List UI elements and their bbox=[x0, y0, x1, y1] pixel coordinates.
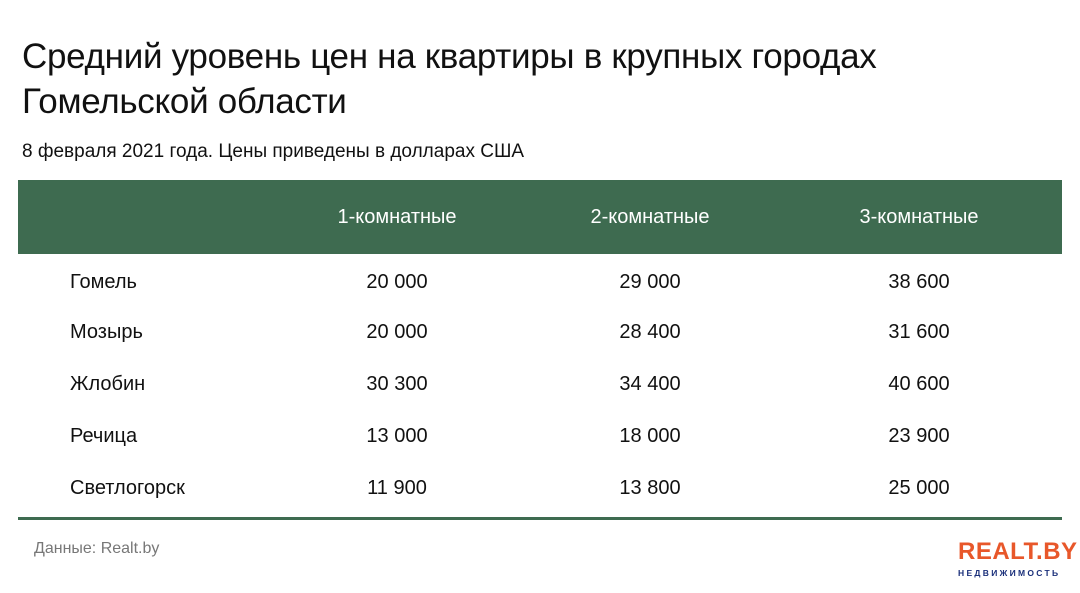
table-row bbox=[18, 306, 1062, 358]
table-header bbox=[18, 180, 1062, 254]
header-cell-city bbox=[18, 180, 270, 254]
table-bottom-rule bbox=[18, 517, 1062, 520]
logo-wordmark: REALT.BY bbox=[958, 538, 1078, 565]
price-cell: 13 800 bbox=[619, 476, 681, 499]
table-row bbox=[18, 254, 1062, 306]
header-cell-2-room: 2-комнатные bbox=[590, 205, 710, 228]
price-cell: 40 600 bbox=[888, 372, 950, 395]
page-title: Средний уровень цен на квартиры в крупных городах Гомельской области bbox=[22, 37, 877, 121]
price-table bbox=[18, 180, 1062, 514]
header-cell-1-room: 1-комнатные bbox=[337, 205, 457, 228]
table-body bbox=[18, 254, 1062, 514]
price-cell: 25 000 bbox=[888, 476, 950, 499]
page-subtitle: 8 февраля 2021 года. Цены приведены в долларах США bbox=[22, 141, 525, 162]
price-cell: 29 000 bbox=[619, 270, 681, 293]
source-note: Данные: Realt.by bbox=[34, 540, 160, 557]
header-row bbox=[18, 180, 1062, 254]
price-cell: 38 600 bbox=[888, 270, 950, 293]
price-cell: 18 000 bbox=[619, 424, 681, 447]
city-cell: Гомель bbox=[70, 270, 137, 293]
price-cell: 28 400 bbox=[619, 320, 681, 343]
price-cell: 30 300 bbox=[366, 372, 428, 395]
price-cell: 20 000 bbox=[366, 320, 428, 343]
realt-logo bbox=[958, 538, 1078, 582]
price-cell: 31 600 bbox=[888, 320, 950, 343]
city-cell: Речица bbox=[70, 424, 138, 447]
city-cell: Жлобин bbox=[70, 372, 146, 395]
table-row bbox=[18, 410, 1062, 462]
table-row bbox=[18, 358, 1062, 410]
price-cell: 20 000 bbox=[366, 270, 428, 293]
price-cell: 13 000 bbox=[366, 424, 428, 447]
price-cell: 34 400 bbox=[619, 372, 681, 395]
price-cell: 11 900 bbox=[367, 476, 427, 499]
price-table-container bbox=[18, 180, 1062, 514]
logo-tagline: НЕДВИЖИМОСТЬ bbox=[958, 568, 1061, 578]
header-cell-3-room: 3-комнатные bbox=[859, 205, 979, 228]
price-cell: 23 900 bbox=[888, 424, 950, 447]
city-cell: Светлогорск bbox=[70, 476, 185, 499]
city-cell: Мозырь bbox=[70, 320, 143, 343]
table-row bbox=[18, 462, 1062, 514]
